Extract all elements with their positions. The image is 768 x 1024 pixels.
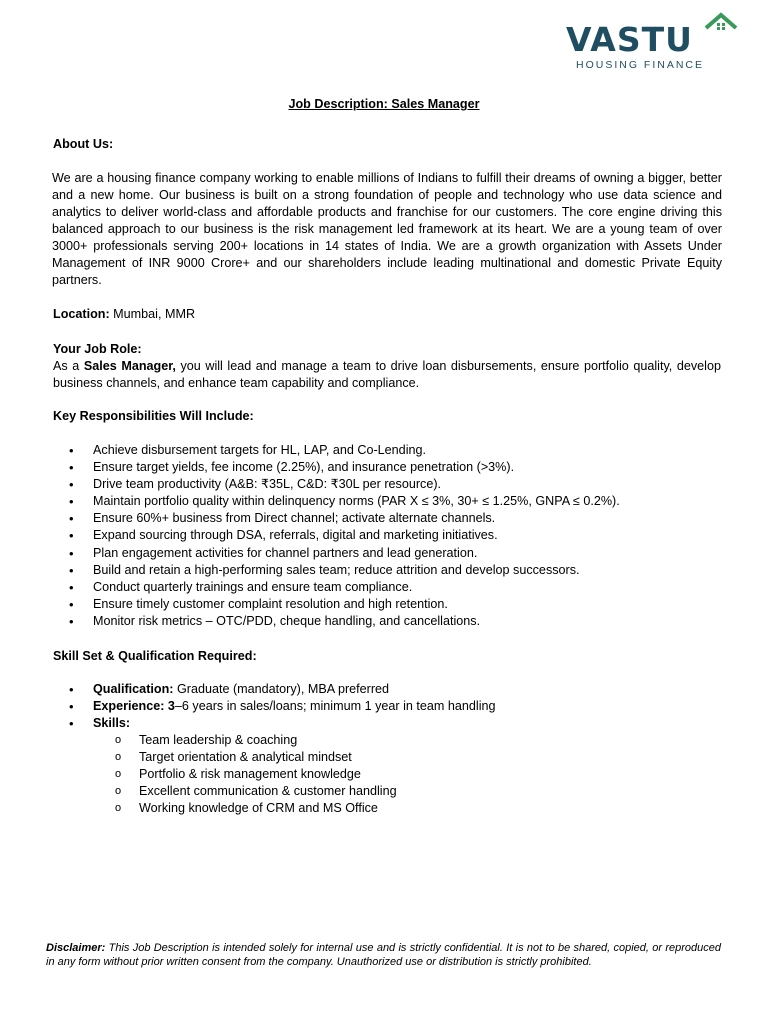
qualification-label: Qualification: bbox=[93, 682, 174, 696]
skills-list bbox=[53, 681, 723, 732]
list-item: • Ensure 60%+ business from Direct channel; activate alternate channels. bbox=[53, 510, 723, 527]
skills-heading: Skill Set & Qualification Required: bbox=[53, 649, 257, 663]
qualification-value: Graduate (mandatory), MBA preferred bbox=[173, 682, 390, 696]
qualification-item bbox=[53, 681, 723, 698]
experience-item bbox=[53, 698, 723, 715]
list-item: • Achieve disbursement targets for HL, LAP, and Co-Lending. bbox=[53, 442, 723, 459]
responsibilities-heading: Key Responsibilities Will Include: bbox=[53, 409, 254, 423]
experience-value: –6 years in sales/loans; minimum 1 year in team handling bbox=[174, 699, 496, 714]
list-item: • Drive team productivity (A&B: ₹35L, C&D: ₹30L per resource). bbox=[53, 476, 723, 493]
location-line bbox=[53, 306, 721, 323]
logo-tagline: HOUSING FINANCE bbox=[576, 59, 705, 71]
disclaimer-label: Disclaimer: bbox=[46, 942, 106, 954]
sub-list-item: o Portfolio & risk management knowledge bbox=[115, 766, 397, 783]
disclaimer-text: This Job Description is intended solely for internal use and is strictly confidential. It is not to be shared, copied, or reproduced in any form without prior written consent from the company. Unauthorized use or distribution is strictly prohibited. bbox=[46, 942, 721, 968]
list-item: • Ensure timely customer complaint resolution and high retention. bbox=[53, 596, 723, 613]
list-item: • Build and retain a high-performing sales team; reduce attrition and develop successors. bbox=[53, 562, 723, 579]
role-rest: you will lead and manage a team to drive loan disbursements, ensure portfolio quality, develop business channels, and enhance team capability and compliance. bbox=[53, 359, 721, 390]
location-value: Mumbai, MMR bbox=[109, 307, 196, 321]
sub-list-item: o Excellent communication & customer handling bbox=[115, 783, 397, 800]
role-prefix: As a bbox=[53, 359, 84, 373]
role-description bbox=[53, 358, 721, 392]
location-label: Location: bbox=[53, 307, 110, 321]
list-item: • Ensure target yields, fee income (2.25%), and insurance penetration (>3%). bbox=[53, 459, 723, 476]
company-logo bbox=[566, 12, 736, 72]
skills-label: Skills: bbox=[93, 716, 131, 731]
logo-brand-name: VASTU bbox=[566, 20, 693, 59]
house-roof-icon bbox=[704, 12, 738, 34]
disclaimer bbox=[46, 941, 721, 969]
document-title: Job Description: Sales Manager bbox=[288, 97, 480, 111]
skills-item bbox=[53, 715, 723, 732]
responsibilities-list bbox=[53, 442, 723, 630]
about-heading: About Us: bbox=[53, 137, 114, 151]
skills-sublist bbox=[115, 732, 397, 817]
role-heading: Your Job Role: bbox=[53, 342, 142, 356]
list-item: • Maintain portfolio quality within delinquency norms (PAR X ≤ 3%, 30+ ≤ 1.25%, GNPA ≤ 0.2%). bbox=[53, 493, 723, 510]
list-item: • Plan engagement activities for channel partners and lead generation. bbox=[53, 545, 723, 562]
list-item: • Monitor risk metrics – OTC/PDD, cheque handling, and cancellations. bbox=[53, 613, 723, 630]
sub-list-item: o Working knowledge of CRM and MS Office bbox=[115, 800, 397, 817]
list-item: • Expand sourcing through DSA, referrals, digital and marketing initiatives. bbox=[53, 527, 723, 544]
about-body: We are a housing finance company working to enable millions of Indians to fulfill their dreams of owning a bigger, better and a new home. Our business is built on a strong foundation of people and technology who use data science and analytics to deliver world-class and affordable products and franchise for our customers. The core engine driving this balanced approach to our business is the risk management led framework at its heart. We are a young team of over 3000+ professionals serving 200+ locations in 14 states of India. We are a growth organization with Assets Under Management of INR 9000 Crore+ and our shareholders include leading multinational and domestic Private Equity partners. bbox=[52, 171, 722, 287]
experience-label: Experience: 3 bbox=[93, 699, 175, 714]
sub-list-item: o Target orientation & analytical mindset bbox=[115, 749, 397, 766]
sub-list-item: o Team leadership & coaching bbox=[115, 732, 397, 749]
role-title: Sales Manager, bbox=[83, 359, 176, 373]
list-item: • Conduct quarterly trainings and ensure team compliance. bbox=[53, 579, 723, 596]
